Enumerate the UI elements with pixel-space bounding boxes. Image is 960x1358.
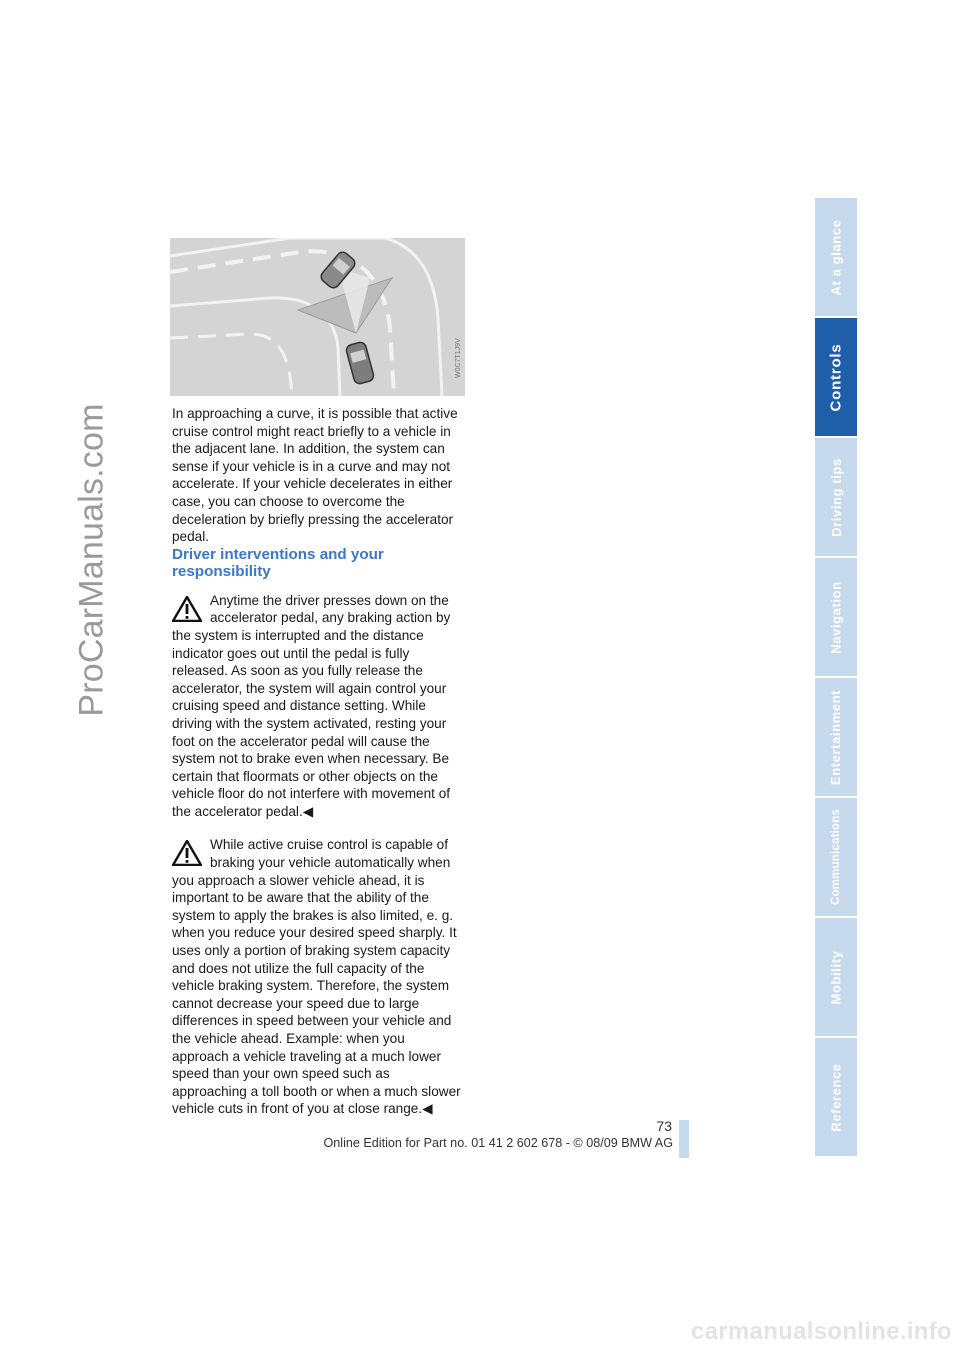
warning-triangle-icon: [172, 840, 202, 866]
tab-mobility[interactable]: [815, 918, 857, 1036]
footer-accent-bar: [679, 1120, 689, 1158]
tab-label: Communications: [830, 808, 842, 906]
tab-label: At a glance: [828, 219, 844, 295]
tab-communications[interactable]: [815, 798, 857, 916]
tab-label: Reference: [828, 1062, 844, 1132]
warning-text-1: Anytime the driver presses down on the accelerator pedal, any braking action by the system is interrupted and the distance indicator goes out until the pedal is fully released. As soon as you fully release the accelerator, the system will again control your cruising speed and distance setting. While driving with the system activated, resting your foot on the accelerator pedal will cause the system not to brake even when necessary. Be certain that floormats or other objects on the vehicle floor do not interfere with movement of the accelerator pedal.◀: [172, 592, 451, 819]
warning-block-2: [172, 836, 464, 1118]
section-sidebar: [815, 198, 857, 1160]
figure-code: W0C7T1J9V: [455, 338, 462, 378]
page-number: 73: [656, 1118, 672, 1134]
tab-driving-tips[interactable]: [815, 438, 857, 556]
tab-navigation[interactable]: [815, 558, 857, 676]
tab-controls[interactable]: [815, 318, 857, 436]
tab-at-a-glance[interactable]: [815, 198, 857, 316]
intro-paragraph: In approaching a curve, it is possible that active cruise control might react briefly to a vehicle in the adjacent lane. In addition, the system can sense if your vehicle is in a curve and may not accelerate. If your vehicle decelerates in either case, you can choose to overcome the deceleration by briefly pressing the accelerator pedal.: [172, 406, 458, 545]
tab-label: Mobility: [828, 950, 844, 1004]
tab-label: Controls: [827, 342, 845, 412]
tab-entertainment[interactable]: [815, 678, 857, 796]
tab-reference[interactable]: [815, 1038, 857, 1156]
footer-edition-text: Online Edition for Part no. 01 41 2 602 678 - © 08/09 BMW AG: [323, 1136, 673, 1150]
warning-text-2: While active cruise control is capable of braking your vehicle automatically when you approach a slower vehicle ahead, it is important to be aware that the ability of the system to apply the brakes is also limited, e. g. when you reduce your desired speed sharply. It uses only a portion of braking system capacity and does not utilize the full capacity of the vehicle braking system. Therefore, the system cannot decrease your speed due to large differences in speed between your vehicle and the vehicle ahead. Example: when you approach a vehicle traveling at a much lower speed than your own speed such as approaching a toll booth or when a much slower vehicle cuts in front of you at close range.◀: [172, 837, 461, 1117]
section-heading: Driver interventions and your responsibility: [172, 545, 384, 580]
body-content: [172, 405, 464, 1134]
curve-illustration: [170, 238, 465, 396]
warning-triangle-icon: [172, 596, 202, 622]
tab-label: Driving tips: [828, 457, 844, 537]
warning-block-1: [172, 592, 464, 821]
procarmanuals-watermark: ProCarManuals.com: [72, 403, 111, 717]
tab-label: Entertainment: [828, 689, 844, 785]
tab-label: Navigation: [828, 580, 844, 654]
carmanualsonline-watermark: carmanualsonline.info: [690, 1318, 952, 1345]
road-curve-diagram: [170, 238, 465, 396]
